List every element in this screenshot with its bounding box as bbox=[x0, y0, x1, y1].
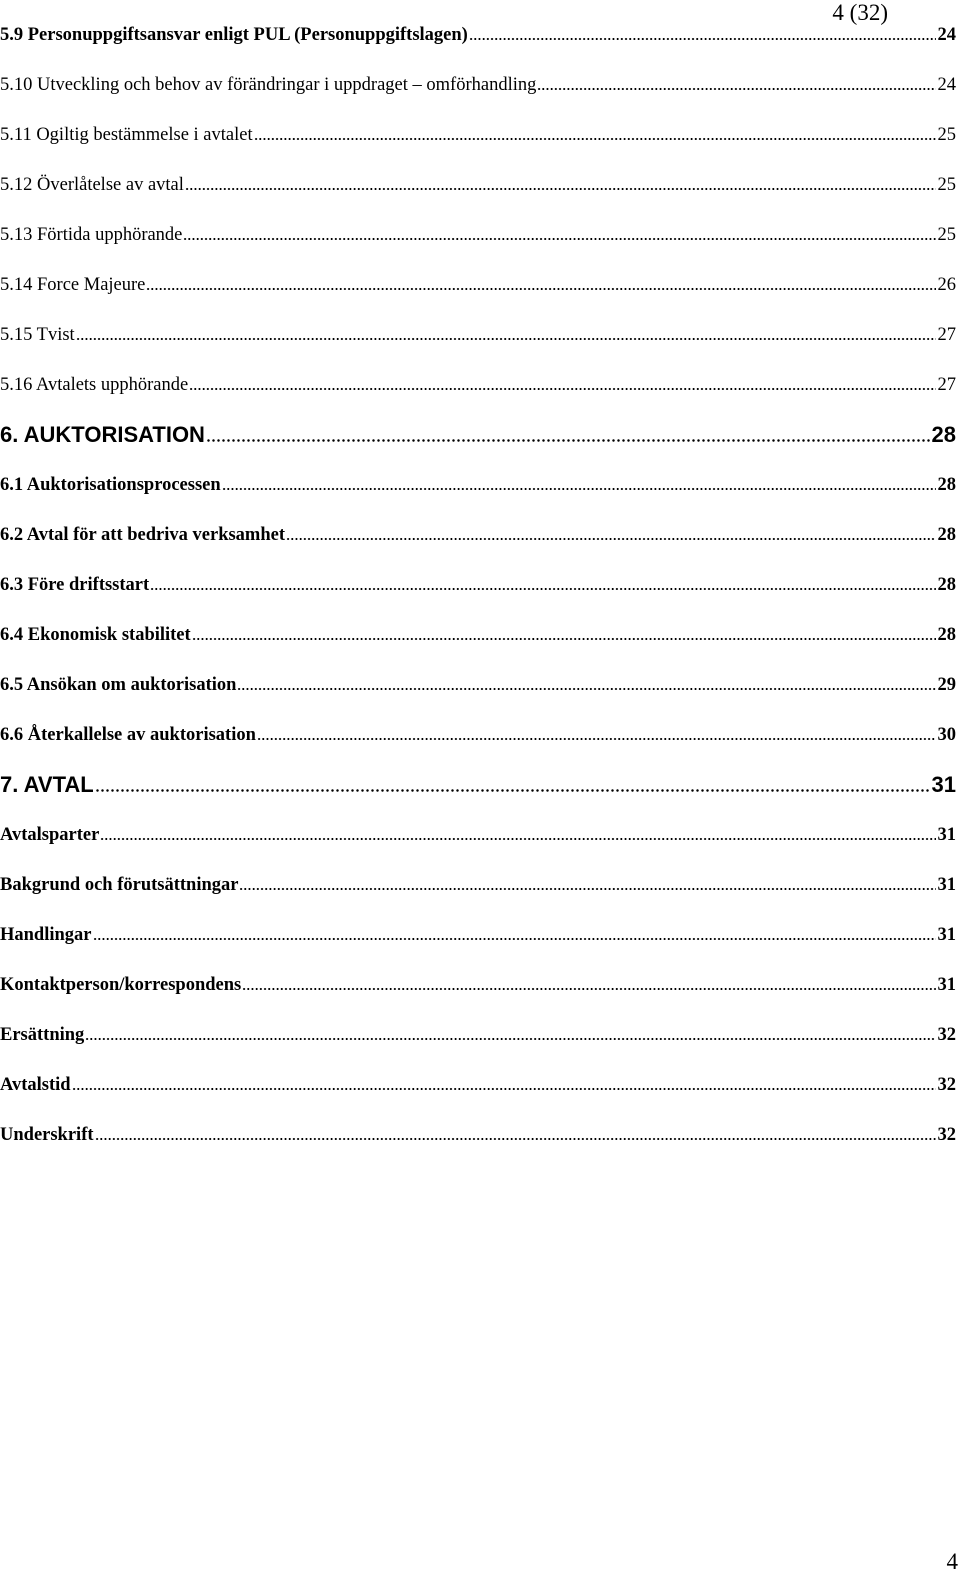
toc-entry-title: Handlingar bbox=[0, 925, 92, 945]
toc-entry-title: Avtalsparter bbox=[0, 825, 100, 845]
toc-dot-leader bbox=[192, 636, 936, 640]
toc-dot-leader bbox=[72, 1086, 936, 1090]
toc-entry-title: 6. AUKTORISATION bbox=[0, 422, 205, 447]
toc-entry-title: 5.15 Tvist bbox=[0, 325, 75, 345]
toc-entry-page: 31 bbox=[937, 975, 956, 995]
toc-entry-title: 6.4 Ekonomisk stabilitet bbox=[0, 625, 191, 645]
toc-entry-title: Underskrift bbox=[0, 1125, 94, 1145]
toc-entry[interactable] bbox=[0, 122, 956, 148]
toc-entry-page: 25 bbox=[937, 125, 956, 145]
toc-entry[interactable] bbox=[0, 72, 956, 98]
toc-entry[interactable] bbox=[0, 822, 956, 848]
toc-dot-leader bbox=[469, 36, 936, 40]
toc-entry-page: 30 bbox=[937, 725, 956, 745]
toc-entry[interactable] bbox=[0, 1022, 956, 1048]
toc-entry-page: 27 bbox=[937, 375, 956, 395]
toc-entry-title: Kontaktperson/korrespondens bbox=[0, 975, 242, 995]
toc-entry-title: 5.9 Personuppgiftsansvar enligt PUL (Personuppgiftslagen) bbox=[0, 25, 468, 45]
toc-entry[interactable] bbox=[0, 172, 956, 198]
toc-entry[interactable] bbox=[0, 522, 956, 548]
toc-dot-leader bbox=[100, 836, 935, 840]
toc-entry-page: 32 bbox=[937, 1075, 956, 1095]
toc-entry[interactable] bbox=[0, 922, 956, 948]
toc-entry-title: 5.16 Avtalets upphörande bbox=[0, 375, 189, 395]
page-header-label: 4 (32) bbox=[832, 0, 888, 25]
page-number: 4 bbox=[946, 1549, 958, 1574]
toc-entry-page: 31 bbox=[937, 825, 956, 845]
toc-entry-page: 28 bbox=[937, 625, 956, 645]
toc-entry-title: 7. AVTAL bbox=[0, 772, 94, 797]
toc-dot-leader bbox=[183, 236, 935, 240]
toc-entry-page: 32 bbox=[937, 1125, 956, 1145]
toc-entry[interactable] bbox=[0, 772, 956, 798]
toc-entry-title: 6.3 Före driftsstart bbox=[0, 575, 150, 595]
toc-entry[interactable] bbox=[0, 1072, 956, 1098]
toc-dot-leader bbox=[222, 486, 936, 490]
toc-dot-leader bbox=[239, 886, 935, 890]
toc-entry[interactable] bbox=[0, 22, 956, 48]
toc-entry-page: 31 bbox=[931, 772, 956, 797]
toc-entry-page: 25 bbox=[937, 225, 956, 245]
toc-entry-title: 6.5 Ansökan om auktorisation bbox=[0, 675, 237, 695]
toc-entry[interactable] bbox=[0, 222, 956, 248]
toc-entry[interactable] bbox=[0, 672, 956, 698]
toc-dot-leader bbox=[93, 936, 936, 940]
toc-dot-leader bbox=[85, 1036, 935, 1040]
toc-entry-title: 5.12 Överlåtelse av avtal bbox=[0, 175, 184, 195]
toc-entry-page: 28 bbox=[931, 422, 956, 447]
toc-entry[interactable] bbox=[0, 472, 956, 498]
toc-entry-page: 25 bbox=[937, 175, 956, 195]
toc-entry[interactable] bbox=[0, 972, 956, 998]
toc-entry-title: Ersättning bbox=[0, 1025, 85, 1045]
toc-entry-title: 6.2 Avtal för att bedriva verksamhet bbox=[0, 525, 285, 545]
toc-entry-page: 28 bbox=[937, 525, 956, 545]
toc-entry-title: 5.10 Utveckling och behov av förändringar i uppdraget – omförhandling bbox=[0, 75, 537, 95]
toc-entry[interactable] bbox=[0, 372, 956, 398]
toc-entry-title: Avtalstid bbox=[0, 1075, 71, 1095]
toc-entry-page: 24 bbox=[937, 75, 956, 95]
toc-entry-page: 26 bbox=[937, 275, 956, 295]
toc-entry[interactable] bbox=[0, 272, 956, 298]
toc-entry-page: 32 bbox=[937, 1025, 956, 1045]
toc-entry[interactable] bbox=[0, 722, 956, 748]
toc-dot-leader bbox=[95, 788, 930, 792]
toc-entry[interactable] bbox=[0, 322, 956, 348]
toc-dot-leader bbox=[76, 336, 936, 340]
toc-dot-leader bbox=[254, 136, 936, 140]
toc-entry-page: 28 bbox=[937, 475, 956, 495]
toc-entry[interactable] bbox=[0, 422, 956, 448]
toc-entry-title: 6.6 Återkallelse av auktorisation bbox=[0, 725, 256, 745]
table-of-contents bbox=[0, 22, 956, 1172]
toc-dot-leader bbox=[237, 686, 935, 690]
toc-entry[interactable] bbox=[0, 872, 956, 898]
toc-dot-leader bbox=[206, 438, 930, 442]
toc-dot-leader bbox=[286, 536, 936, 540]
toc-dot-leader bbox=[146, 286, 935, 290]
toc-dot-leader bbox=[185, 186, 936, 190]
toc-dot-leader bbox=[257, 736, 936, 740]
toc-entry[interactable] bbox=[0, 1122, 956, 1148]
toc-entry[interactable] bbox=[0, 572, 956, 598]
toc-entry-title: Bakgrund och förutsättningar bbox=[0, 875, 239, 895]
toc-dot-leader bbox=[537, 86, 935, 90]
toc-entry-title: 5.14 Force Majeure bbox=[0, 275, 146, 295]
toc-dot-leader bbox=[189, 386, 935, 390]
toc-entry-page: 24 bbox=[937, 25, 956, 45]
toc-entry-title: 5.11 Ogiltig bestämmelse i avtalet bbox=[0, 125, 253, 145]
toc-entry-page: 29 bbox=[937, 675, 956, 695]
toc-dot-leader bbox=[150, 586, 935, 590]
toc-entry-page: 31 bbox=[937, 875, 956, 895]
toc-dot-leader bbox=[242, 986, 935, 990]
toc-entry-page: 31 bbox=[937, 925, 956, 945]
toc-dot-leader bbox=[95, 1136, 936, 1140]
toc-entry-title: 5.13 Förtida upphörande bbox=[0, 225, 183, 245]
toc-entry-page: 27 bbox=[937, 325, 956, 345]
toc-entry[interactable] bbox=[0, 622, 956, 648]
toc-entry-title: 6.1 Auktorisationsprocessen bbox=[0, 475, 221, 495]
toc-entry-page: 28 bbox=[937, 575, 956, 595]
